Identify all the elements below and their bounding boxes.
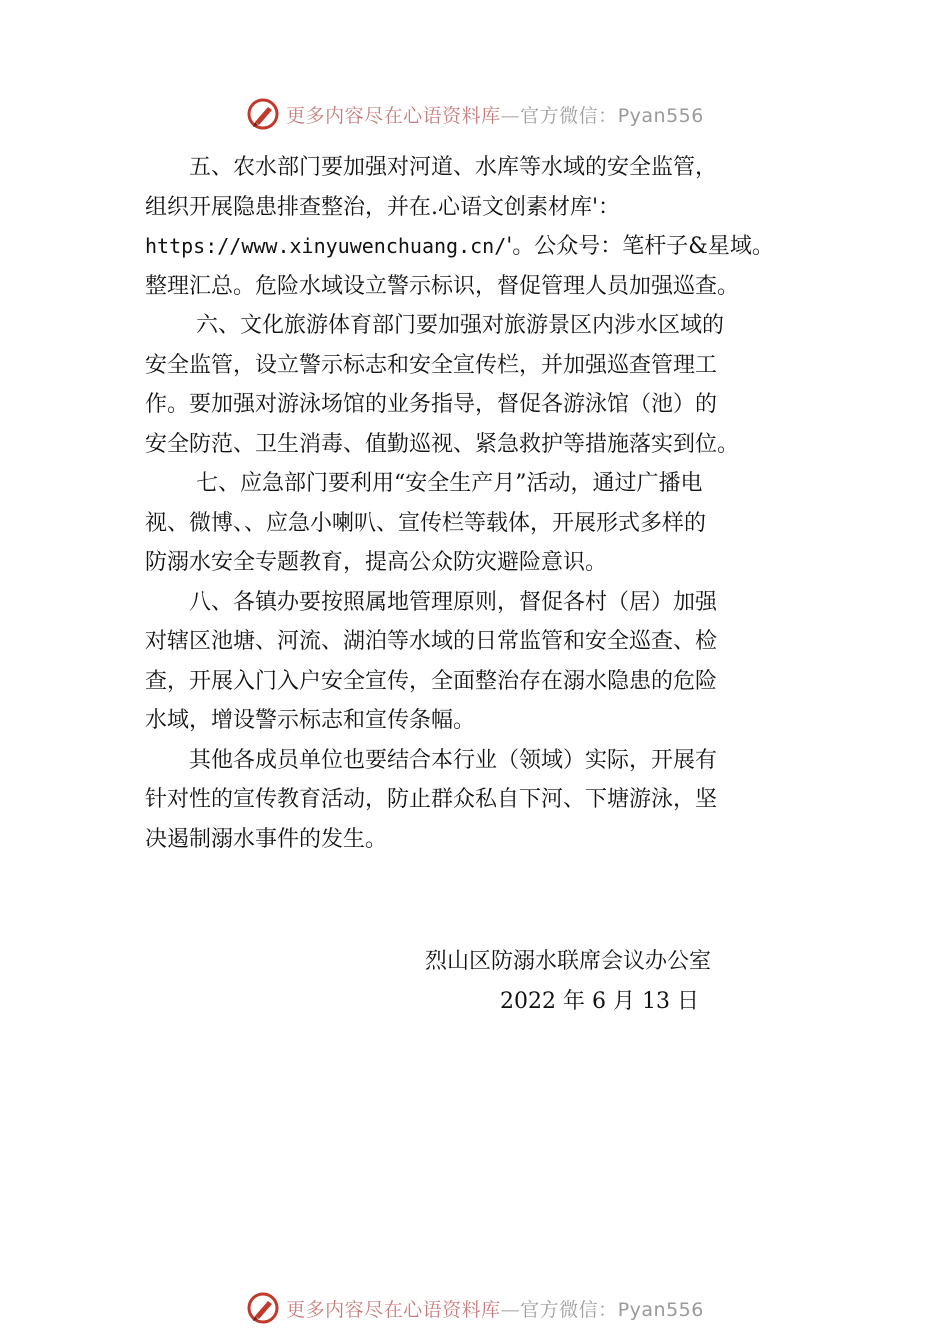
paragraph-9-line-1: 其他各成员单位也要结合本行业（领域）实际，开展有 <box>145 747 718 773</box>
watermark-wechat-id: Pyan556 <box>617 1298 704 1321</box>
paragraph-6-line-4: 安全防范、卫生消毒、值勤巡视、紧急救护等措施落实到位。 <box>145 431 740 457</box>
watermark-wechat-label: 官方微信： <box>520 1298 618 1321</box>
watermark-separator: — <box>500 1298 521 1321</box>
watermark-text <box>286 101 704 128</box>
paragraph-5-line-4: 整理汇总。危险水域设立警示标识，督促管理人员加强巡查。 <box>145 273 740 299</box>
document-body <box>145 148 825 859</box>
paragraph-8-line-3: 查，开展入门入户安全宣传，全面整治存在溺水隐患的危险 <box>145 668 718 694</box>
watermark-wechat-id: Pyan556 <box>617 104 704 127</box>
watermark-footer <box>0 1288 950 1328</box>
watermark-brand: 更多内容尽在心语资料库 <box>286 1298 501 1321</box>
paragraph-8-line-2: 对辖区池塘、河流、湖泊等水域的日常监管和安全巡查、检 <box>145 629 718 654</box>
issue-date: 2022 年 6 月 13 日 <box>500 989 699 1014</box>
paragraph-9-line-2: 针对性的宣传教育活动，防止群众私自下河、下塘游泳，坚 <box>145 787 718 812</box>
watermark-wechat-label: 官方微信： <box>520 104 618 127</box>
paragraph-7-line-3: 防溺水安全专题教育，提高公众防灾避险意识。 <box>145 550 608 575</box>
paragraph-8-line-1: 八、各镇办要按照属地管理原则，督促各村（居）加强 <box>145 589 718 615</box>
paragraph-5-line-2: 组织开展隐患排查整治，并在.心语文创素材库'： <box>145 194 621 220</box>
paragraph-6-line-2: 安全监管，设立警示标志和安全宣传栏，并加强巡查管理工 <box>145 352 718 378</box>
paragraph-7-line-2: 视、微博、、应急小喇叭、宣传栏等载体，开展形式多样的 <box>145 510 707 536</box>
paragraph-7-line-1: 七、应急部门要利用“安全生产月”活动，通过广播电 <box>145 471 703 496</box>
issuer-signature: 烈山区防溺水联席会议办公室 <box>425 949 712 974</box>
paragraph-6-line-3: 作。要加强对游泳场馆的业务指导，督促各游泳馆（池）的 <box>145 392 718 417</box>
pen-logo-icon <box>246 97 280 131</box>
paragraph-8-line-4: 水域，增设警示标志和宣传条幅。 <box>145 708 476 733</box>
watermark-brand: 更多内容尽在心语资料库 <box>286 104 501 127</box>
paragraph-5-line-3-rest: '。公众号：笔杆子&星域。 <box>506 234 774 259</box>
watermark-text <box>286 1295 704 1322</box>
watermark-separator: — <box>500 104 521 127</box>
pen-logo-icon <box>246 1291 280 1325</box>
website-url: https://www.xinyuwenchuang.cn/ <box>145 234 507 258</box>
paragraph-5-line-1: 五、农水部门要加强对河道、水库等水域的安全监管， <box>145 155 718 180</box>
paragraph-9-line-3: 决遏制溺水事件的发生。 <box>145 826 388 852</box>
watermark-header <box>0 94 950 134</box>
paragraph-5-line-3 <box>145 227 825 267</box>
paragraph-6-line-1: 六、文化旅游体育部门要加强对旅游景区内涉水区域的 <box>145 313 724 338</box>
